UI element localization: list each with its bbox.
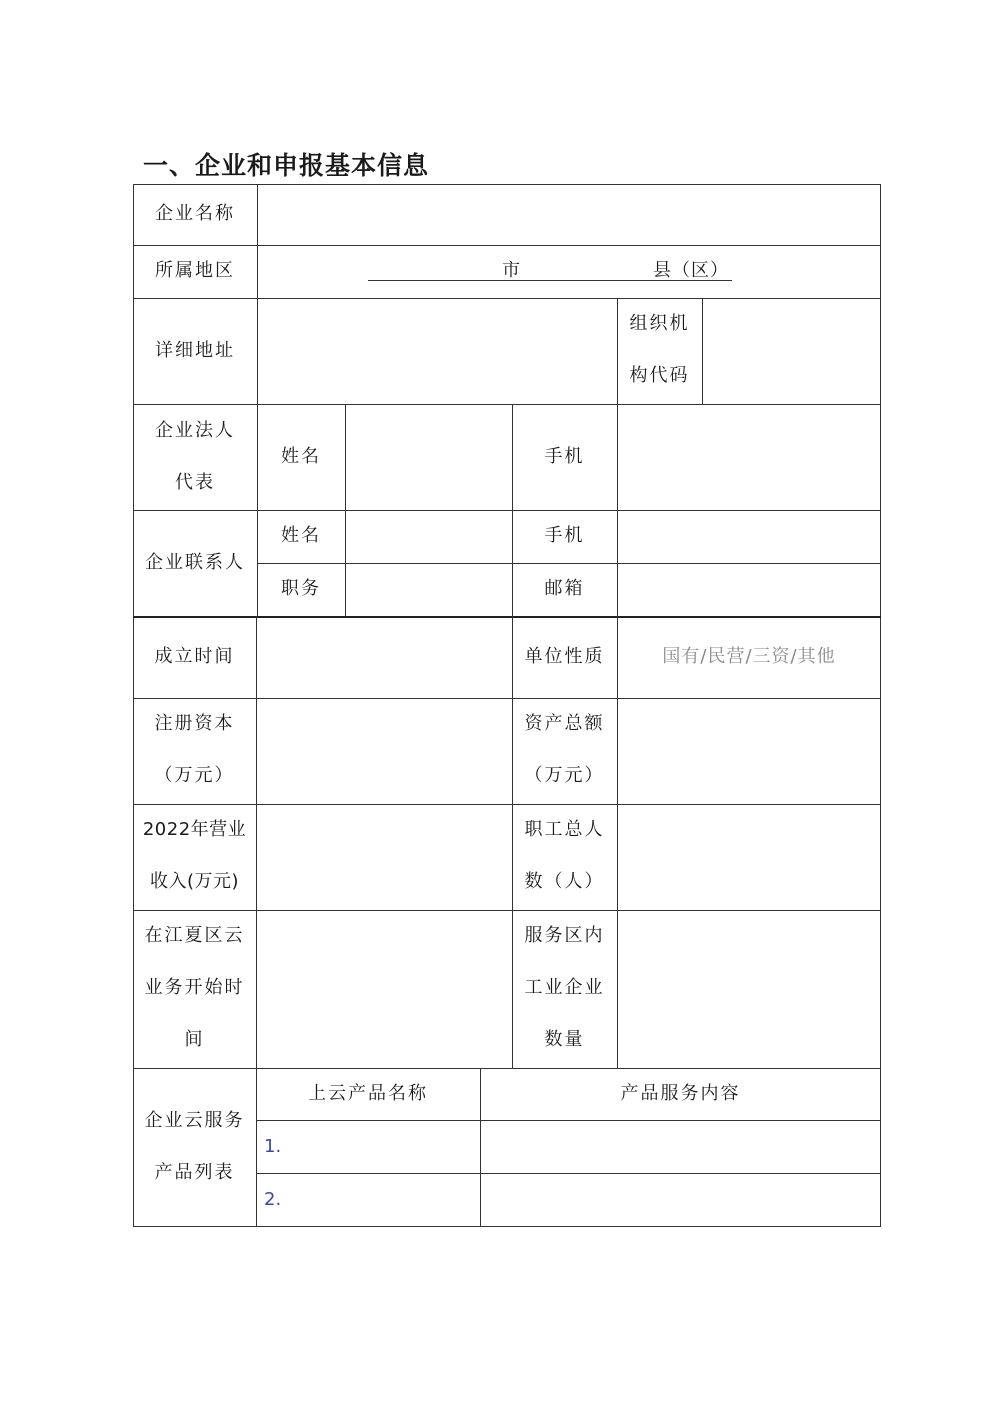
legal-rep-phone-label: 手机 [544,446,585,467]
legal-rep-name-label: 姓名 [281,446,321,467]
legal-rep-label: 企业法人 代表 [155,420,235,493]
contact-phone-label: 手机 [544,525,585,546]
org-code-label: 组织机 构代码 [629,313,690,386]
nature-options: 国有/民营/三资/其他 [662,646,836,667]
served-enterprises-label: 服务区内 工业企业 数量 [524,925,605,1050]
start-time-label: 在江夏区云 业务开始时 间 [144,925,245,1050]
nature-label: 单位性质 [524,646,605,667]
employees-label: 职工总人 数（人） [524,819,605,892]
contact-email-label: 邮箱 [544,578,585,599]
col-divider [702,298,703,404]
region-city: 市 [502,260,522,281]
product-list-label: 企业云服务 产品列表 [144,1110,245,1183]
section-divider [133,616,881,618]
region-label: 所属地区 [155,260,235,281]
company-name-label: 企业名称 [155,203,235,224]
product-item-2: 2. [264,1189,282,1210]
contact-name-label: 姓名 [281,525,321,546]
row-divider [133,510,881,511]
founded-label: 成立时间 [154,646,235,667]
row-divider [133,298,881,299]
product-name-header: 上云产品名称 [308,1083,428,1104]
contact-label: 企业联系人 [145,552,245,573]
col-divider [256,616,257,1227]
total-assets-label: 资产总额 （万元） [524,713,605,786]
product-content-header: 产品服务内容 [620,1083,741,1104]
row-divider [256,1173,881,1174]
row-divider [256,1120,881,1121]
contact-position-label: 职务 [281,578,321,599]
col-divider [617,404,618,1068]
revenue-label: 2022年营业 收入(万元) [142,819,247,892]
address-label: 详细地址 [155,340,235,361]
product-item-1: 1. [264,1136,282,1157]
col-divider [345,404,346,616]
reg-capital-label: 注册资本 （万元） [154,713,235,786]
region-county: 县（区） [653,260,729,281]
page-title: 一、企业和申报基本信息 [143,151,430,180]
